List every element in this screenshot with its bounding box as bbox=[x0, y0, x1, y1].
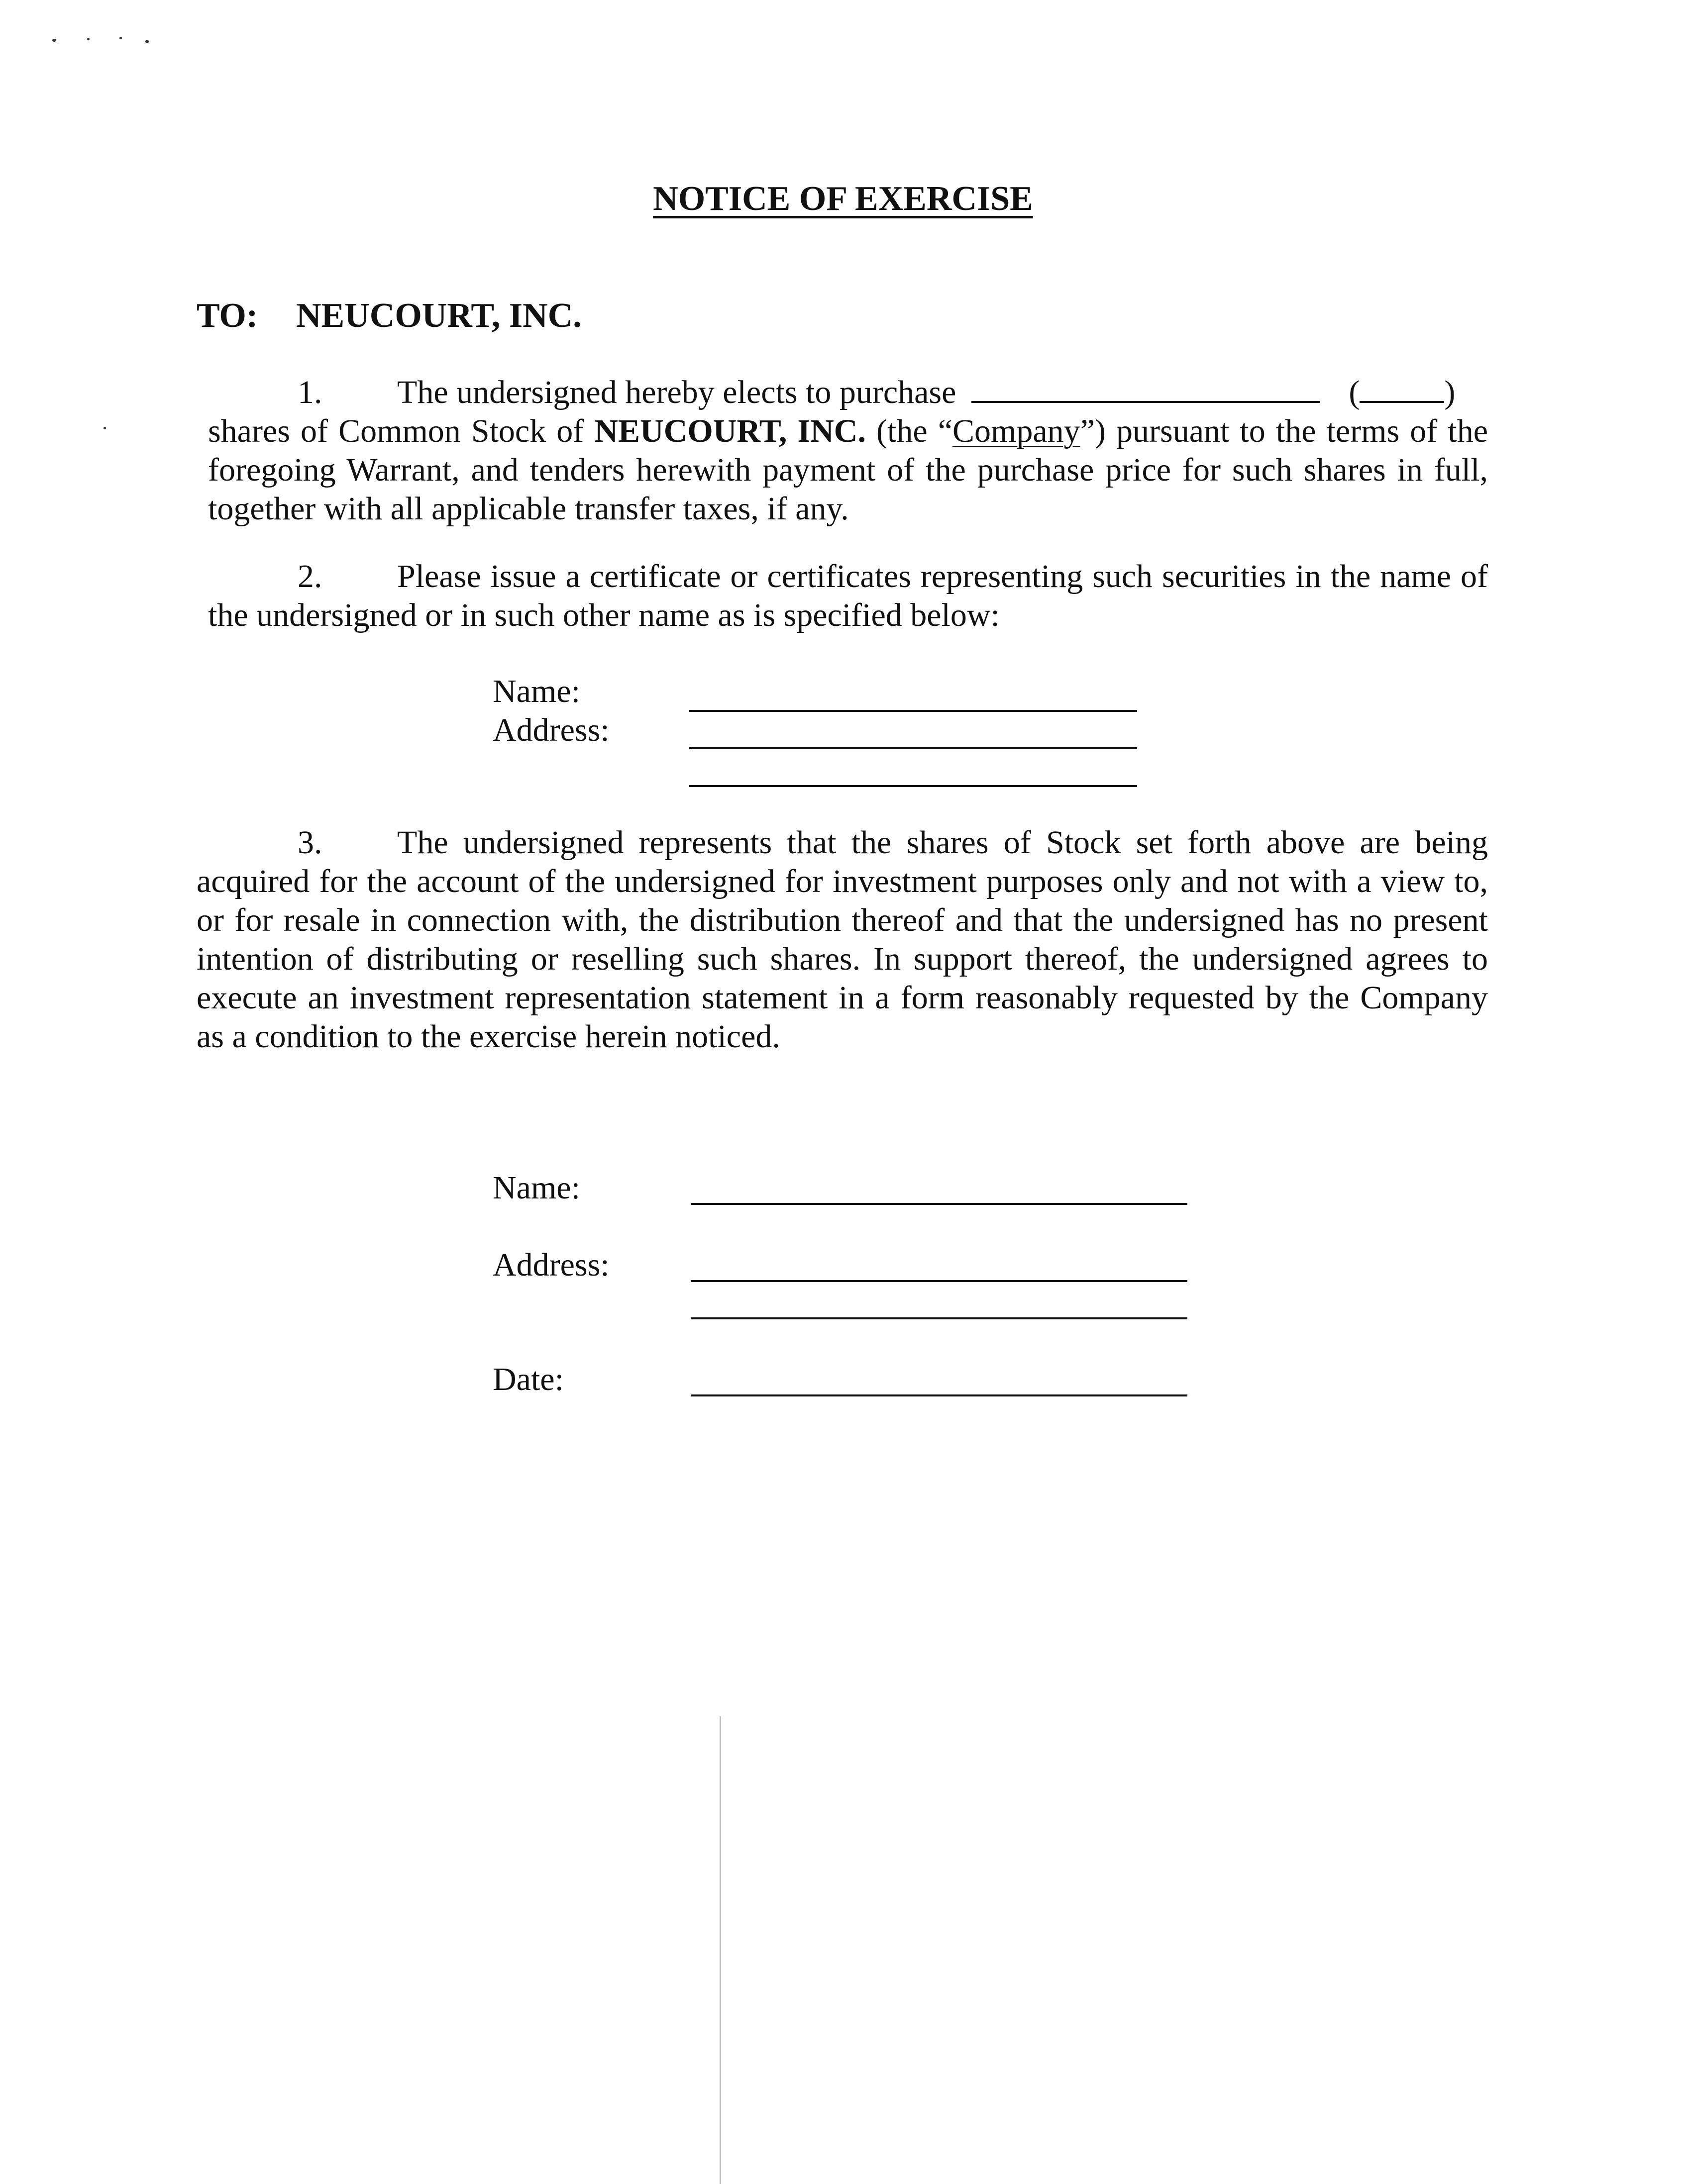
paragraph-1-line-1 bbox=[208, 373, 1488, 412]
paragraph-1-text: The undersigned hereby elects to purchase bbox=[397, 374, 956, 410]
block2-date-label: Date: bbox=[493, 1361, 564, 1397]
paragraph-3-line-6: as a condition to the exercise herein noticed. bbox=[197, 1018, 780, 1055]
scan-fold-line bbox=[720, 1716, 721, 2184]
to-label: TO: bbox=[197, 297, 258, 335]
paragraph-3-number: 3. bbox=[298, 824, 322, 861]
paragraph-1-line-4: together with all applicable transfer taxes, if any. bbox=[208, 491, 849, 527]
block1-address-label: Address: bbox=[493, 712, 610, 748]
paragraph-2-number: 2. bbox=[298, 558, 322, 595]
block2-address-label: Address: bbox=[493, 1247, 610, 1283]
paragraph-1-line-2: shares of Common Stock of NEUCOURT, INC. (the “Company”) pursuant to the terms of the bbox=[208, 413, 1488, 449]
addressee-row bbox=[197, 296, 582, 336]
paragraph-1 bbox=[208, 373, 1488, 528]
company-name-bold: NEUCOURT, INC. bbox=[594, 413, 866, 449]
block2-address-field-1[interactable] bbox=[691, 1280, 1187, 1282]
paragraph-3-line-5: execute an investment representation statement in a form reasonably requested by the Company bbox=[197, 980, 1488, 1016]
block1-address-field-1[interactable] bbox=[689, 747, 1137, 749]
paragraph-3-line-1: 3. The undersigned represents that the shares of Stock set forth above are being bbox=[197, 823, 1488, 862]
block2-name-label: Name: bbox=[493, 1170, 580, 1206]
paragraph-2-line-2: the undersigned or in such other name as is specified below: bbox=[208, 597, 1000, 633]
block1-address-field-2[interactable] bbox=[689, 785, 1137, 787]
shares-number-blank[interactable] bbox=[1360, 397, 1444, 403]
addressee-name: NEUCOURT, INC. bbox=[296, 297, 582, 335]
paren-close: ) bbox=[1444, 374, 1456, 410]
block2-address-field-2[interactable] bbox=[691, 1317, 1187, 1319]
paragraph-1-line-3: foregoing Warrant, and tenders herewith payment of the purchase price for such shares in full, bbox=[208, 452, 1488, 488]
block2-name-field[interactable] bbox=[691, 1203, 1187, 1205]
shares-words-blank[interactable] bbox=[971, 397, 1320, 403]
defined-term-company: Company bbox=[952, 413, 1080, 449]
paragraph-1-number: 1. bbox=[298, 374, 322, 410]
block2-date-field[interactable] bbox=[691, 1394, 1187, 1396]
paragraph-3-line-3: or for resale in connection with, the distribution thereof and that the undersigned has no present bbox=[197, 902, 1488, 938]
paragraph-2 bbox=[208, 557, 1488, 635]
document-title: NOTICE OF EXERCISE bbox=[653, 180, 1033, 218]
paragraph-3-line-2: acquired for the account of the undersigned for investment purposes only and not with a view to, bbox=[197, 863, 1488, 899]
paragraph-3 bbox=[197, 823, 1488, 1056]
paragraph-2-line-1: 2. Please issue a certificate or certificates representing such securities in the name of bbox=[208, 557, 1488, 596]
block1-name-field[interactable] bbox=[689, 710, 1137, 712]
paren-open: ( bbox=[1349, 374, 1360, 410]
block1-name-label: Name: bbox=[493, 673, 580, 709]
paragraph-3-line-4: intention of distributing or reselling such shares. In support thereof, the undersigned agrees to bbox=[197, 941, 1488, 977]
